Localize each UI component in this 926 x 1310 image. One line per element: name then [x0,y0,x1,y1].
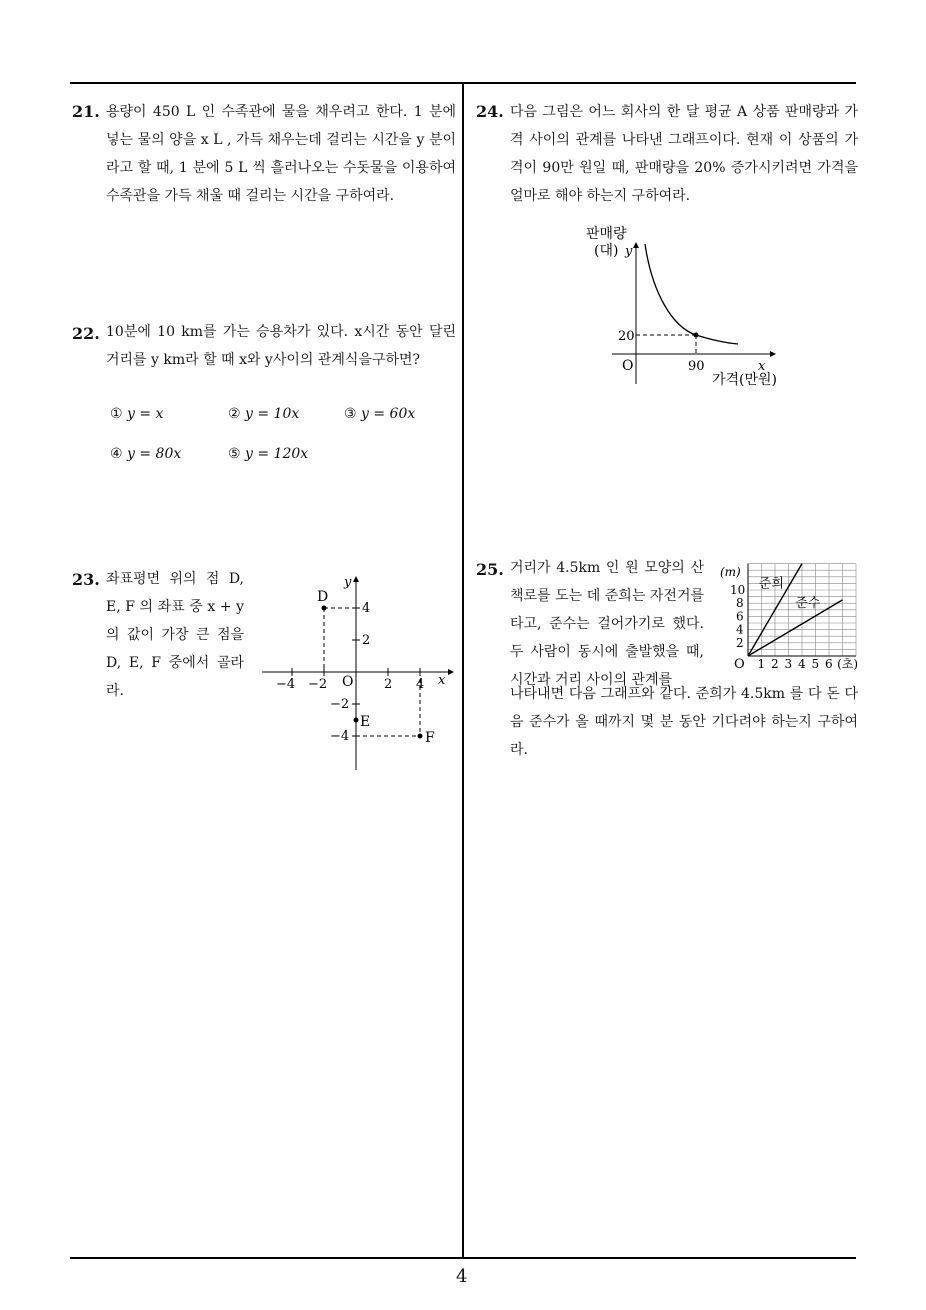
q21-number: 21. [72,102,100,121]
q25-series-label: 준희 [758,576,784,592]
page-number: 4 [456,1266,468,1287]
q23-ytick-2: 2 [362,633,371,648]
q25-xtick: 3 [784,657,793,671]
q25-ytick: 6 [736,609,744,624]
q25-xtick: 2 [771,657,779,671]
q25-xtick: 4 [798,657,806,671]
q24-point [694,333,699,338]
q25-ytick: 4 [736,622,744,637]
q25-xtick: 5 [811,657,820,671]
q25-distance-time-chart [718,560,860,676]
q25-ytick: 8 [736,596,744,611]
q22-choice-3[interactable]: ③ y = 60x [344,406,416,422]
q23-coordinate-graph [262,574,454,770]
q25-ylabel: (m) [720,565,741,579]
q23-ytick--2: −2 [330,697,350,712]
q24-number: 24. [476,102,504,121]
q24-ytick-20: 20 [618,329,635,344]
q22-choice-5[interactable]: ⑤ y = 120x [228,446,309,462]
q23-xtick-4: 4 [416,677,425,692]
q21-text: 용량이 450 L 인 수족관에 물을 채우려고 한다. 1 분에 넣는 물의 양을 x L , 가득 채우는데 걸리는 시간을 y 분이라고 할 때, 1 분에 5 L 씩 흘러나오는 수돗물을 이용하여 수족관을 가득 채울 때 걸리는 시간을 구하여라. [106,104,456,204]
q23-xtick--2: −2 [308,677,328,692]
q23-label-D: D [317,589,329,605]
q22-text: 10분에 10 km를 가는 승용차가 있다. x시간 동안 달린 거리를 y km라 할 때 x와 y사이의 관계식을구하면? [106,324,456,368]
q23-label-F: F [425,730,435,746]
q25-number: 25. [476,560,504,579]
q23-axis-y: y [344,575,352,590]
q24-curve [645,244,738,344]
q25-xlabel: (초) [837,657,859,671]
q23-xtick-2: 2 [384,677,393,692]
q23-xtick--4: −4 [276,677,296,692]
q25-ytick: 10 [730,583,746,597]
q22-choice-2[interactable]: ② y = 10x [228,406,300,422]
q23-ytick-4: 4 [362,601,371,616]
q25-series-label: 준수 [795,596,821,612]
q25-text-bottom: 나타내면 다음 그래프와 같다. 준희가 4.5km 를 다 돈 다음 준수가 올 때까지 몇 분 동안 기다려야 하는지 구하여라. [510,686,858,758]
q25-origin: O [734,657,745,672]
q24-axis-x: x [758,359,766,374]
q24-axis-y: y [625,244,633,259]
q25-ytick: 2 [736,635,744,650]
q23-text: 좌표평면 위의 점 D, E, F 의 좌표 중 x + y 의 값이 가장 큰 점을 D, E, F 중에서 골라라. [106,571,244,699]
q22-choice-4[interactable]: ④ y = 80x [110,446,182,462]
q25-xtick: 1 [757,657,766,671]
q24-ylabel-1: 판매량 [586,226,627,242]
q23-point-F [418,734,423,739]
q24-text: 다음 그림은 어느 회사의 한 달 평균 A 상품 판매량과 가격 사이의 관계를 나타낸 그래프이다. 현재 이 상품의 가격이 90만 원일 때, 판매량을 20% 증가시키려면 가격을 얼마로 해야 하는지 구하여라. [510,104,858,204]
q24-origin: O [622,358,634,374]
q25-text-side: 거리가 4.5km 인 원 모양의 산책로를 도는 데 준희는 자전거를 타고, 준수는 걸어가기로 했다. 두 사람이 동시에 출발했을 때, 시간과 거리 사이의 관계를 [510,560,704,688]
q23-point-E [354,718,359,723]
q23-number: 23. [72,570,100,589]
column-divider [462,82,464,1259]
q22-number: 22. [72,324,100,343]
q23-label-E: E [360,714,371,730]
q23-point-D [322,606,327,611]
q24-sales-price-graph [582,222,792,392]
q23-axis-x: x [438,673,446,688]
q24-ylabel-2: (대) [594,243,619,259]
q24-xtick-90: 90 [688,359,705,374]
q22-choice-1[interactable]: ① y = x [110,406,164,422]
q23-ytick--4: −4 [330,729,350,744]
q23-origin: O [342,674,354,690]
q24-xlabel: 가격(만원) [712,372,778,388]
q25-xtick: 6 [825,657,833,671]
